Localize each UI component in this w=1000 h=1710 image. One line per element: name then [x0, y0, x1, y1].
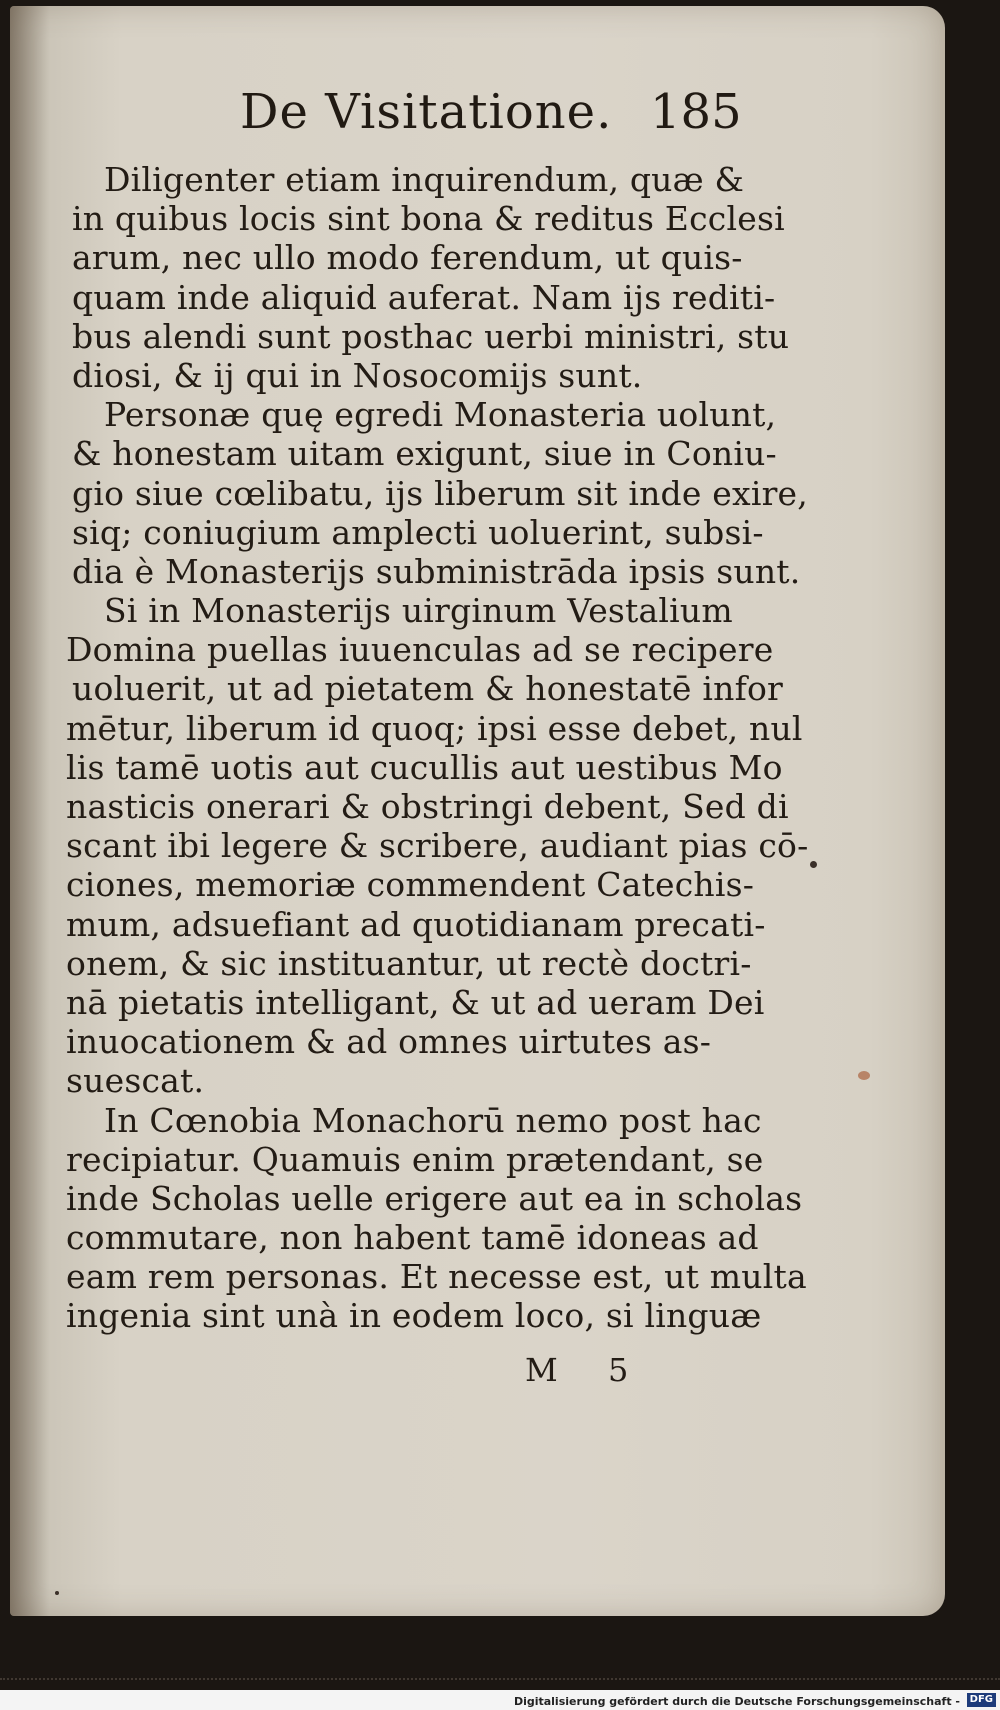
page-edge [0, 1678, 1000, 1682]
text-line: inuocationem & ad omnes uirtutes as- [66, 1022, 712, 1062]
ink-speck [55, 1591, 59, 1595]
text-line: scant ibi legere & scribere, audiant pias cō- [66, 826, 809, 866]
body-text [66, 160, 809, 1336]
text-line: arum, nec ullo modo ferendum, ut quis- [72, 238, 743, 278]
book-page [10, 6, 945, 1616]
text-line: ciones, memoriæ commendent Catechis- [66, 865, 755, 905]
text-line: Domina puellas iuuenculas ad se recipere [66, 630, 774, 670]
funding-credit: Digitalisierung gefördert durch die Deutsche Forschungsgemeinschaft - [513, 1695, 960, 1708]
page-header [10, 84, 945, 154]
text-line: diosi, & ij qui in Nosocomijs sunt. [72, 355, 643, 395]
text-line: suescat. [66, 1061, 205, 1101]
dfg-logo: DFG [967, 1693, 996, 1707]
text-line: recipiatur. Quamuis enim prætendant, se [66, 1139, 764, 1179]
page-number: 185 [650, 84, 742, 140]
stain-speck [858, 1071, 870, 1080]
text-line: dia è Monasterijs subministrāda ipsis sunt. [72, 551, 801, 591]
text-line: In Cœnobia Monachorū nemo post hac [104, 1100, 762, 1140]
text-line: commutare, non habent tamē idoneas ad [66, 1218, 759, 1258]
text-line: bus alendi sunt posthac uerbi ministri, stu [72, 316, 790, 356]
text-line: lis tamē uotis aut cucullis aut uestibus Mo [66, 747, 783, 787]
text-line: ingenia sint unà in eodem loco, si linguæ [66, 1296, 762, 1336]
text-line: eam rem personas. Et necesse est, ut multa [66, 1257, 807, 1297]
text-line: & honestam uitam exigunt, siue in Coniu- [72, 434, 777, 474]
text-line: Diligenter etiam inquirendum, quæ & [104, 160, 745, 199]
text-line: nā pietatis intelligant, & ut ad ueram Dei [66, 982, 765, 1022]
text-line: uoluerit, ut ad pietatem & honestatē infor [72, 669, 784, 709]
running-title: De Visitatione. [240, 84, 613, 140]
text-line: Personæ quę egredi Monasteria uolunt, [104, 395, 777, 435]
text-line: gio siue cœlibatu, ijs liberum sit inde exire, [72, 473, 808, 513]
digitization-footer [0, 1690, 1000, 1710]
text-line: onem, & sic instituantur, ut rectè doctri- [66, 943, 752, 983]
text-line: nasticis onerari & obstringi debent, Sed di [66, 787, 789, 826]
text-line: Si in Monasterijs uirginum Vestalium [104, 591, 733, 631]
ink-speck [810, 861, 817, 868]
text-line: inde Scholas uelle erigere aut ea in scholas [66, 1178, 803, 1218]
text-line: in quibus locis sint bona & reditus Ecclesi [72, 199, 785, 239]
text-line: quam inde aliquid auferat. Nam ijs rediti- [72, 277, 776, 317]
text-line: siq; coniugium amplecti uoluerint, subsi- [72, 512, 764, 552]
signature-mark: M 5 [525, 1351, 629, 1389]
text-line: mum, adsuefiant ad quotidianam precati- [66, 904, 766, 944]
spine-shadow [10, 6, 50, 1616]
text-line: mētur, liberum id quoq; ipsi esse debet, nul [66, 708, 803, 748]
